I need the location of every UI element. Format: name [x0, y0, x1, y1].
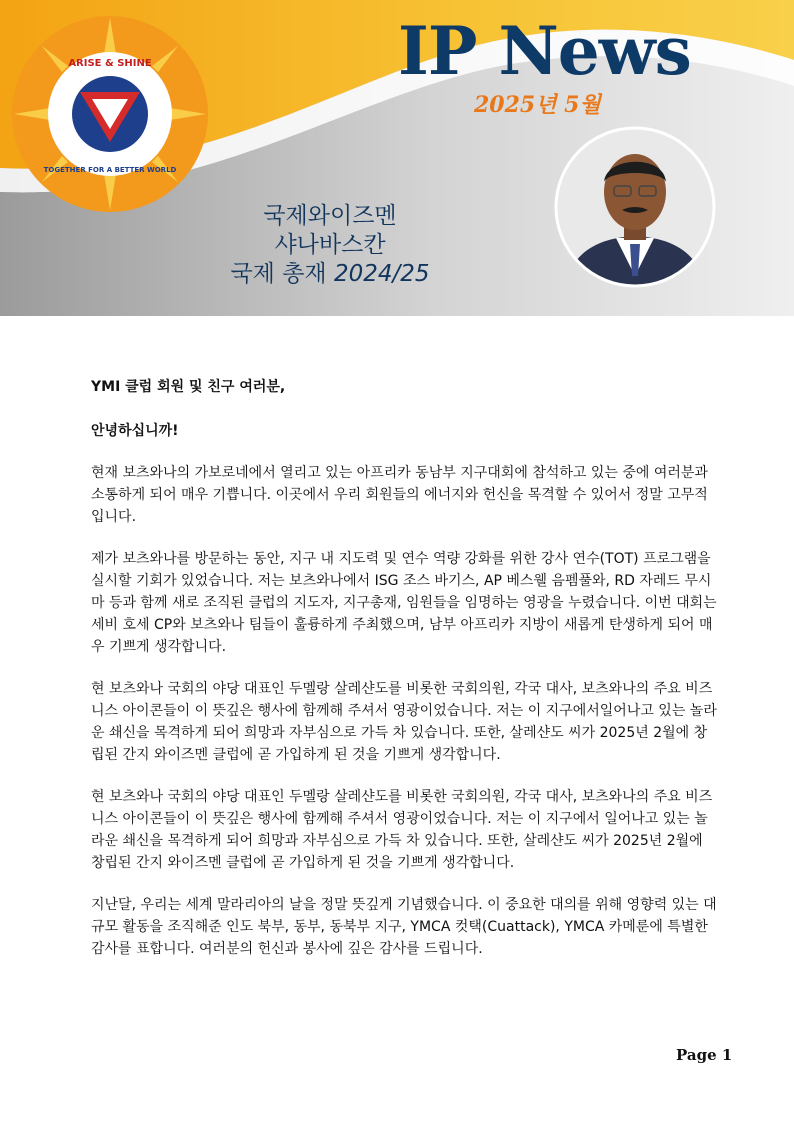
logo-text-top: ARISE & SHINE — [68, 58, 152, 69]
president-title-line — [180, 260, 480, 289]
newsletter-title: IP News — [398, 12, 691, 90]
letter-body — [91, 376, 719, 980]
term-year: 2024/25 — [333, 261, 430, 287]
issue-date: 2025년 5월 — [474, 92, 601, 118]
paragraph: 현재 보츠와나의 가보로네에서 열리고 있는 아프리카 동남부 지구대회에 참석하고 있는 중에 여러분과 소통하게 되어 매우 기쁩니다. 이곳에서 우리 회원들의 에너지와 헌신을 목격할 수 있어서 정말 고무적입니다. — [91, 465, 708, 525]
president-title: 국제 총재 — [230, 261, 327, 287]
paragraph: 지난달, 우리는 세계 말라리아의 날을 정말 뜻깊게 기념했습니다. 이 중요한 대의를 위해 영향력 있는 대규모 활동을 조직해준 인도 북부, 동부, 동북부 지구, YMCA 컷택(Cuattack), YMCA 카메룬에 특별한 감사를 표합니다. 여러분의 헌신과 봉사에 깊은 감사를 드립니다. — [91, 897, 717, 957]
president-portrait — [554, 126, 716, 288]
greeting: 안녕하십니까! — [91, 423, 179, 439]
org-name: 국제와이즈멘 — [263, 203, 397, 229]
paragraph: 현 보츠와나 국회의 야당 대표인 두멜랑 살레샨도를 비롯한 국회의원, 각국 대사, 보츠와나의 주요 비즈니스 아이콘들이 이 뜻깊은 행사에 함께해 주셔서 영광이었습니다. 저는 이 지구에서일어나고 있는 놀라운 쇄신을 목격하게 되어 희망과 자부심으로 가득 차 있습니다. 또한, 살레샨도 씨가 2025년 2월에 창립된 간지 와이즈멘 클럽에 곧 가입하게 된 것을 기쁘게 생각합니다. — [91, 681, 717, 763]
president-name: 샤나바스칸 — [274, 232, 386, 258]
president-info — [180, 202, 480, 289]
header-banner — [0, 0, 794, 316]
page-number: Page 1 — [676, 1046, 733, 1064]
logo-text-bottom: TOGETHER FOR A BETTER WORLD — [43, 166, 177, 174]
arise-shine-logo — [10, 14, 210, 214]
salutation: YMI 클럽 회원 및 친구 여러분, — [91, 379, 286, 395]
paragraph: 제가 보츠와나를 방문하는 동안, 지구 내 지도력 및 연수 역량 강화를 위한 강사 연수(TOT) 프로그램을 실시할 기회가 있었습니다. 저는 보츠와나에서 ISG 조스 바기스, AP 베스웰 음펨풀와, RD 자레드 무시마 등과 함께 새로 조직된 클럽의 지도자, 지구총재, 임원들을 임명하는 영광을 누렸습니다. 이번 대회는 세비 호세 CP와 보츠와나 팀들이 훌륭하게 주최했으며, 남부 아프리카 지방이 새롭게 탄생하게 되어 매우 기쁘게 생각합니다. — [91, 551, 717, 655]
paragraph: 현 보츠와나 국회의 야당 대표인 두멜랑 살레샨도를 비롯한 국회의원, 각국 대사, 보츠와나의 주요 비즈니스 아이콘들이 이 뜻깊은 행사에 함께해 주셔서 영광이었습니다. 저는 이 지구에서 일어나고 있는 놀라운 쇄신을 목격하게 되어 희망과 자부심으로 가득 차 있습니다. 또한, 살레샨도 씨가 2025년 2월에 창립된 간지 와이즈멘 클럽에 곧 가입하게 된 것을 기쁘게 생각합니다. — [91, 789, 713, 871]
